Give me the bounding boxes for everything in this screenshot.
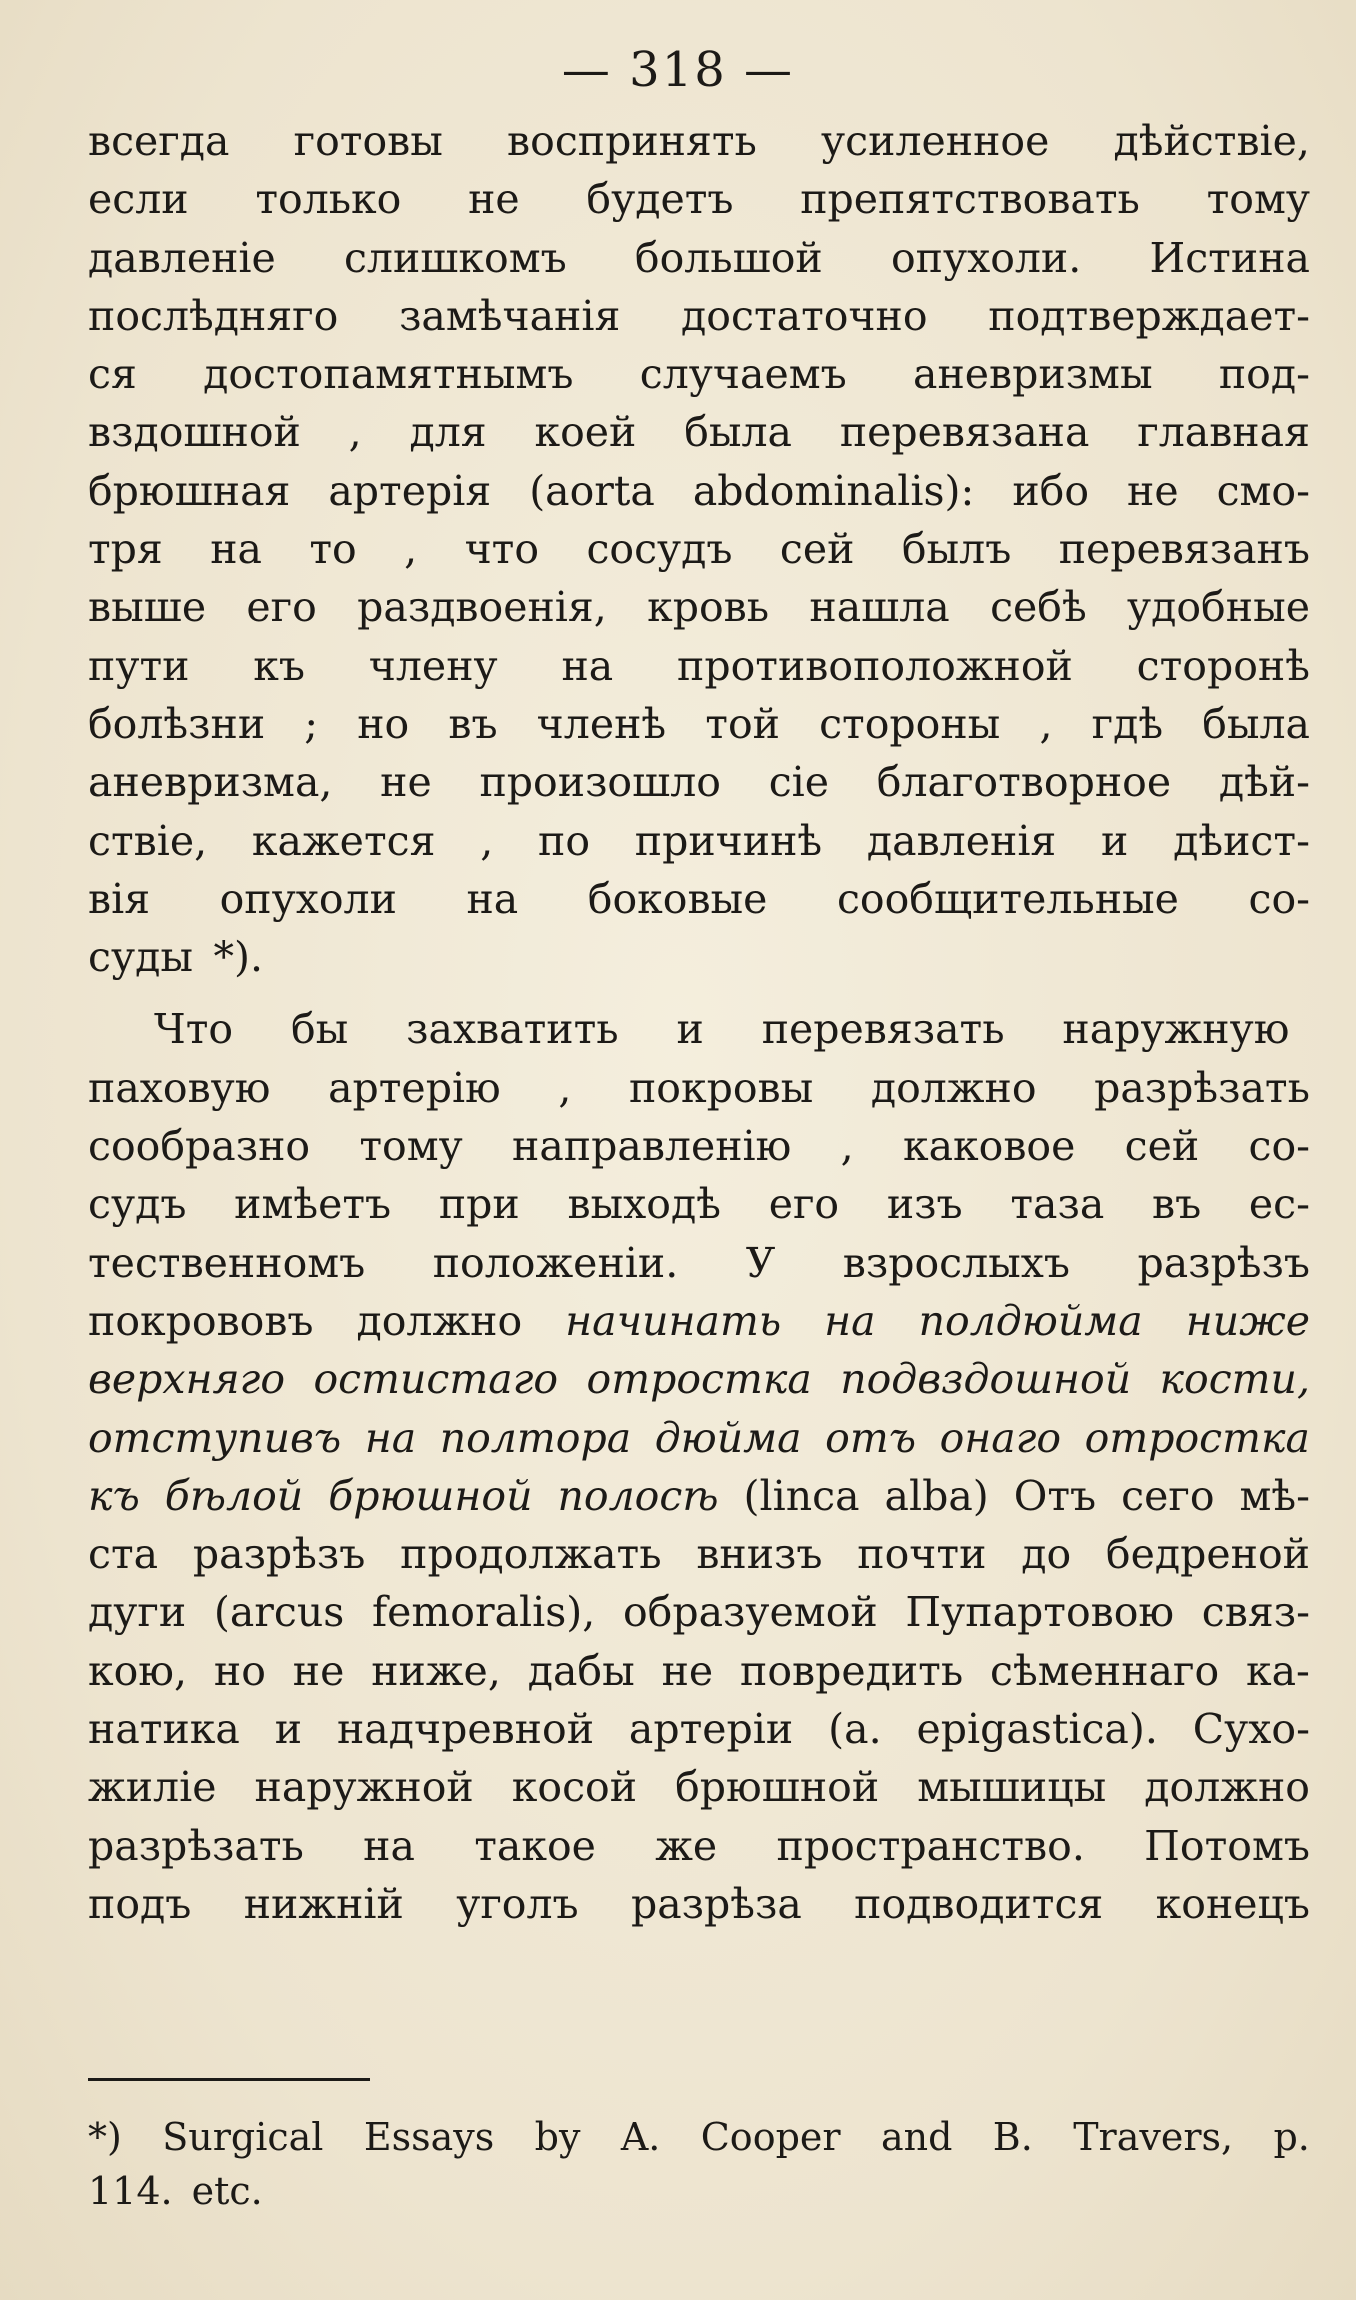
text-line [88,345,1310,403]
word: подъ [88,1879,192,1928]
word: не [661,1646,714,1695]
footnote [88,2110,1310,2218]
word: Что [154,1005,234,1054]
word: сосудъ [586,525,733,574]
word: разрѣзать [88,1821,304,1870]
word: что [464,525,540,574]
word: большой [634,233,823,282]
word: наружной [254,1763,474,1812]
word: послѣдняго [88,291,339,340]
word: полтора [439,1413,632,1462]
word: на [364,1413,417,1462]
word: вздошной [88,408,301,457]
text-line [88,1059,1310,1117]
word: перевязать [761,1005,1005,1054]
text-line [88,1350,1310,1408]
word: (aorta [529,466,655,515]
word: вія [88,874,151,923]
word: *) [88,2115,122,2159]
text-line [88,1875,1310,1933]
word: разрѣзъ [192,1530,366,1579]
word: отростка [586,1355,812,1404]
word: должно [870,1063,1037,1112]
word: на [824,1296,876,1345]
body-text [88,112,1310,1933]
word: и [274,1705,303,1754]
word: но [213,1646,266,1695]
word: аневризмы [913,350,1153,399]
word: femoralis), [371,1588,596,1637]
text-line [88,1467,1310,1525]
word: случаемъ [639,350,847,399]
word: въ [1152,1180,1202,1229]
text-line [88,520,1310,578]
word: etc. [191,2169,263,2213]
word: давленіе [88,233,276,282]
word: со- [1248,874,1310,923]
word: p. [1273,2115,1310,2159]
word: внизъ [696,1530,823,1579]
word: давленія [866,816,1057,865]
word: дюйма [654,1413,802,1462]
word: была [684,408,792,457]
word: остистаго [313,1355,559,1404]
word: кости, [1159,1355,1310,1404]
word: такое [474,1821,596,1870]
word: , [348,408,362,457]
word: сей [779,525,855,574]
word: подтверждает- [988,291,1310,340]
word: гдѣ [1091,699,1164,748]
word: (linca [743,1471,860,1520]
word: , [840,1122,854,1171]
word: себѣ [990,583,1087,632]
footnote-line [88,2164,1310,2218]
word: надчревной [336,1705,595,1754]
word: къ [253,641,305,690]
text-line [88,287,1310,345]
text-line [88,695,1310,753]
word: болѣзни [88,699,266,748]
word: брюшной [675,1763,880,1812]
word: разрѣза [630,1879,802,1928]
word: подводится [854,1879,1104,1928]
word: направленію [512,1122,792,1171]
text-line [88,1700,1310,1758]
word: на [363,1821,415,1870]
text-line [88,928,1310,986]
word: изъ [886,1180,963,1229]
word: начинать [565,1296,782,1345]
word: кровь [647,583,770,632]
word: не [380,758,432,807]
word: же [655,1821,718,1870]
word: пространство. [776,1821,1085,1870]
word: Потомъ [1144,1821,1310,1870]
word: произошло [479,758,721,807]
word: тря [88,525,163,574]
word: противоположной [677,641,1073,690]
word: стороны [819,699,1001,748]
text-line [88,1758,1310,1816]
word: аневризма, [88,758,333,807]
word: мѣ- [1239,1471,1310,1520]
word: паховую [88,1063,271,1112]
word: готовы [293,117,443,165]
word: коей [534,408,637,457]
word: epigastica). [916,1705,1158,1754]
word: удобные [1127,583,1310,632]
text-line [88,870,1310,928]
word: нижній [243,1879,404,1928]
word: отступивъ [88,1413,342,1462]
word: бѣлой [164,1471,304,1520]
word: отъ [825,1413,917,1462]
word: бы [290,1005,349,1054]
footnote-line [88,2110,1310,2164]
word: главная [1137,408,1310,457]
word: связ- [1201,1588,1310,1637]
word: Surgical [162,2115,324,2159]
text-line [88,462,1310,520]
word: не [292,1646,345,1695]
word: ниже [1185,1296,1310,1345]
word: Essays [363,2115,495,2159]
text-line [88,1583,1310,1641]
word: судъ [88,1180,187,1229]
word: сторонѣ [1136,641,1310,690]
word: онаго [939,1413,1062,1462]
text-line [88,112,1310,170]
word: будетъ [586,175,734,224]
word: 114. [88,2169,173,2213]
text-line [88,1817,1310,1875]
word: под- [1218,350,1310,399]
text-line [88,1642,1310,1700]
word: by [534,2115,581,2159]
word: дѣист- [1173,816,1310,865]
word: ес- [1248,1180,1310,1229]
word: бедреной [1105,1530,1310,1579]
word: , [404,525,418,574]
word: перевязана [839,408,1090,457]
word: подвздошной [840,1355,1132,1404]
word: артерію [328,1063,501,1112]
word: всегда [88,117,230,165]
word: повредить [740,1646,964,1695]
word: не [468,175,520,224]
word: перевязанъ [1058,525,1310,574]
word: по [538,816,591,865]
word: разрѣзъ [1137,1238,1310,1287]
word: нашла [809,583,950,632]
word: , [1039,699,1053,748]
word: раздвоенія, [357,583,607,632]
text-line [88,578,1310,636]
word: члену [368,641,498,690]
word: (arcus [213,1588,345,1637]
word: покрововъ [88,1296,314,1345]
word: B. [992,2115,1033,2159]
word: имѣетъ [234,1180,392,1229]
word: должно [356,1296,523,1345]
word: верхняго [88,1355,286,1404]
word: сообщительные [836,874,1179,923]
word: отростка [1084,1413,1310,1462]
word: кажется [251,816,436,865]
word: полосѣ [557,1471,719,1520]
word: выше [88,583,207,632]
text-line [88,1292,1310,1350]
word: для [409,408,487,457]
word: abdominalis): [692,466,975,515]
word: , [480,816,494,865]
word: препятствовать [800,175,1140,224]
text-line [88,753,1310,811]
word: and [880,2115,953,2159]
word: только [255,175,402,224]
word: брюшной [328,1471,533,1520]
word: его [768,1180,840,1229]
word: къ [88,1471,140,1520]
word: ; [304,699,319,748]
word: при [438,1180,520,1229]
word: причинѣ [634,816,823,865]
word: ста [88,1530,159,1579]
word: таза [1010,1180,1105,1229]
word: благотворное [876,758,1172,807]
word: былъ [901,525,1012,574]
word: почти [857,1530,987,1579]
word: Сухо- [1192,1705,1310,1754]
word: жиліе [88,1763,217,1812]
word: ибо [1012,466,1090,515]
word: той [705,699,780,748]
word: дабы [527,1646,635,1695]
word: сѣменнаго [990,1646,1220,1695]
word: ся [88,350,137,399]
word: ствіе, [88,816,208,865]
word: и [1101,816,1129,865]
word: Пупартовою [905,1588,1175,1637]
text-line [88,1000,1310,1058]
page-number: — 318 — [561,42,795,98]
word: боковые [587,874,768,923]
word: Travers, [1073,2115,1234,2159]
word: пути [88,641,190,690]
word: положеніи. [432,1238,679,1287]
word: взрослыхъ [842,1238,1071,1287]
word: полдюйма [918,1296,1143,1345]
word: со- [1248,1122,1310,1171]
word: сіе [768,758,830,807]
word: захватить [406,1005,619,1054]
word: образуемой [623,1588,878,1637]
word: *). [213,933,263,982]
word: каковое [902,1122,1076,1171]
word: была [1202,699,1310,748]
word: Истина [1149,233,1310,282]
word: усиленное [821,117,1050,165]
word: то [309,525,357,574]
word: дѣй- [1218,758,1310,807]
word: на [210,525,262,574]
word: членѣ [536,699,667,748]
word: но [357,699,410,748]
word: тественномъ [88,1238,366,1287]
word: тому [1206,175,1310,224]
word: (a. [828,1705,882,1754]
text-line [88,403,1310,461]
text-line [88,1525,1310,1583]
word: , [558,1063,572,1112]
word: достопамятнымъ [203,350,574,399]
word: Отъ [1013,1471,1097,1520]
text-line [88,229,1310,287]
word: на [466,874,519,923]
text-line [88,170,1310,228]
text-line [88,1175,1310,1233]
word: замѣчанія [399,291,621,340]
word: сообразно [88,1122,311,1171]
word: ниже, [371,1646,501,1695]
word: alba) [884,1471,989,1520]
text-line [88,1117,1310,1175]
word: должно [1144,1763,1310,1812]
word: мышицы [917,1763,1107,1812]
word: не [1127,466,1179,515]
text-line [88,1409,1310,1467]
paragraph-gap [88,986,1310,1000]
word: кою, [88,1646,188,1695]
word: уголъ [456,1879,579,1928]
word: разрѣзать [1094,1063,1310,1112]
word: конецъ [1155,1879,1310,1928]
word: воспринять [507,117,757,165]
word: на [561,641,614,690]
word: Cooper [700,2115,841,2159]
word: дѣйствіе, [1113,117,1310,165]
word: опухоли [219,874,397,923]
word: если [88,175,189,224]
word: A. [620,2115,661,2159]
word: покровы [628,1063,814,1112]
word: артеріи [628,1705,794,1754]
word: косой [511,1763,638,1812]
word: выходѣ [567,1180,721,1229]
word: тому [359,1122,463,1171]
word: суды [88,933,193,982]
word: сего [1121,1471,1215,1520]
word: достаточно [681,291,928,340]
word: У [745,1238,776,1287]
word: брюшная [88,466,291,515]
word: ка- [1245,1646,1310,1695]
word: до [1021,1530,1072,1579]
word: дуги [88,1588,187,1637]
word: слишкомъ [343,233,567,282]
text-line [88,812,1310,870]
word: и [676,1005,704,1054]
word: сей [1124,1122,1200,1171]
word: смо- [1216,466,1310,515]
word: опухоли. [890,233,1082,282]
footnote-rule [88,2078,370,2081]
text-line [88,1234,1310,1292]
word: наружную [1062,1005,1290,1054]
word: продолжать [400,1530,662,1579]
text-line [88,637,1310,695]
word: его [246,583,317,632]
word: артерія [328,466,492,515]
word: натика [88,1705,240,1754]
word: въ [448,699,498,748]
